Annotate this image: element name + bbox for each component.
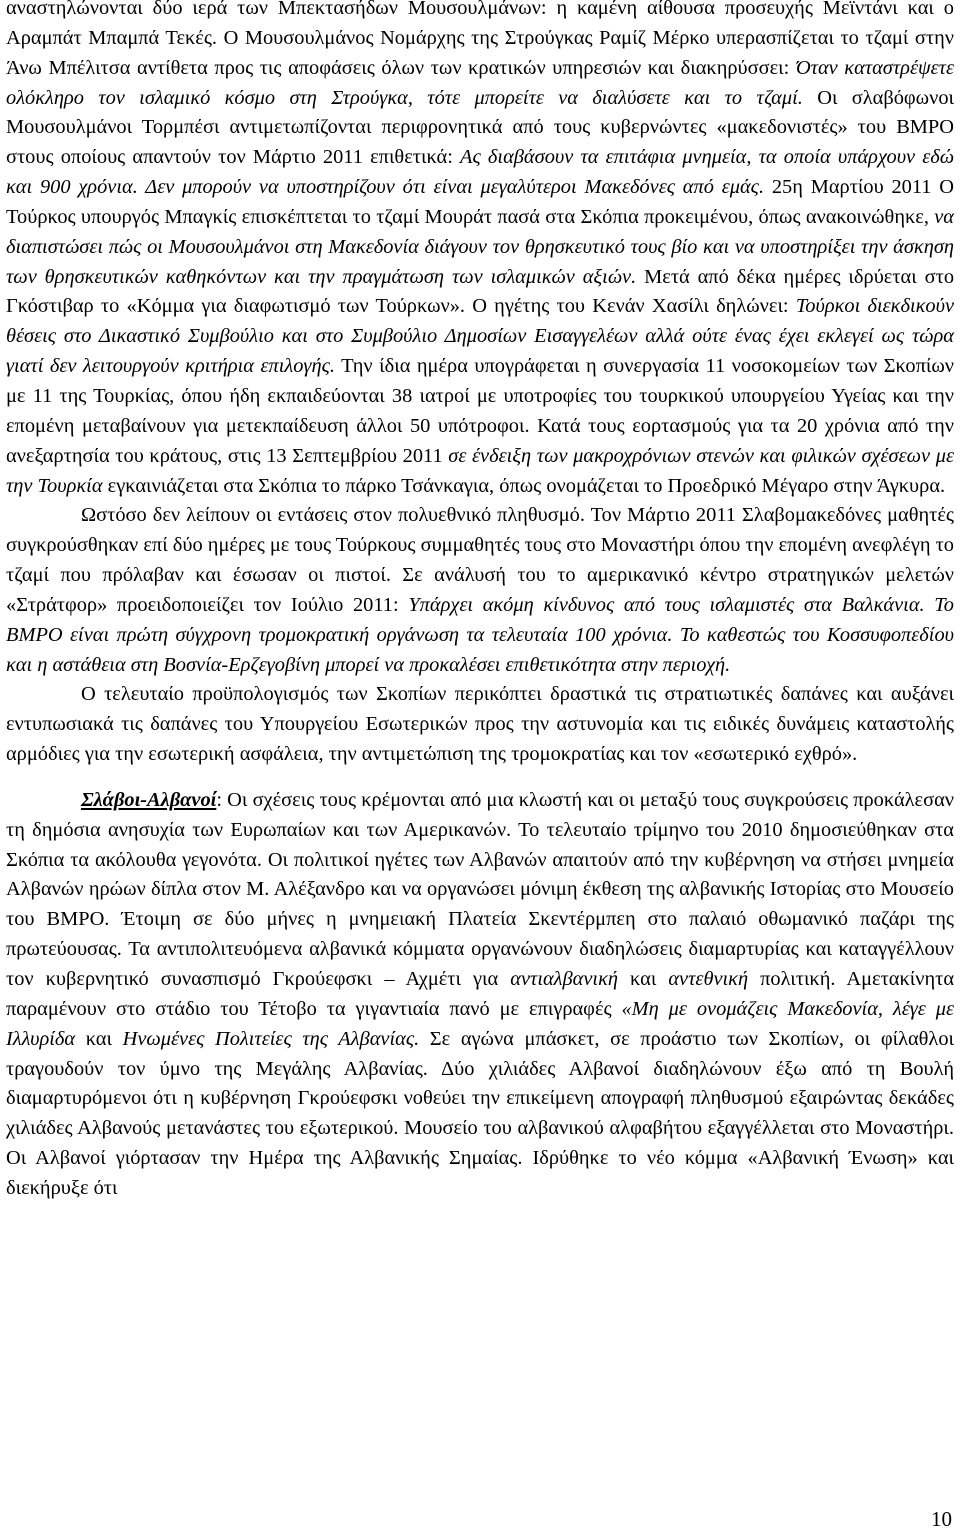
document-page [6, 0, 954, 1204]
text-run: Την ίδια ημέρα υπογράφεται η συνεργασία 11 νοσοκομείων των Σκοπίων με 11 της Τουρκίας, όπου ήδη εκπαιδεύονται 38 ιατροί με υποτροφίες του τουρκικού υπουργείου Υγείας και την επομένη μεταβαίνουν για μετεκπαίδευση άλλοι 50 υπότροφοι. Κατά τους εορτασμούς για τα 20 χρόνια από την ανεξαρτησία του κράτους, στις 13 Σεπτεμβρίου 2011 [6, 355, 954, 467]
italic-quote: Ας διαβάσουν τα επιτάφια μνημεία, τα οποία υπάρχουν εδώ και 900 χρόνια. Δεν μπορούν να υποστηρίζουν ότι είναι μεγαλύτεροι Μακεδόνες από εμάς. [6, 146, 954, 199]
text-run: Μετά από δέκα ημέρες ιδρύεται στο Γκόστιβαρ το «Κόμμα για διαφωτισμό των Τούρκων». Ο ηγέτης του Κενάν Χασίλι δηλώνει: [6, 265, 955, 318]
italic-quote: Όταν καταστρέψετε ολόκληρο τον ισλαμικό κόσμο στη Στρούγκα, τότε μπορείτε να διαλύσετε και το τζαμί. [6, 56, 955, 109]
italic-quote: σε ένδειξη των μακροχρόνιων στενών και φιλικών σχέσεων με την Τουρκία [6, 444, 954, 497]
italic-quote: Ηνωμένες Πολιτείες της Αλβανίας. [122, 1027, 420, 1050]
italic-quote: Τούρκοι διεκδικούν θέσεις στο Δικαστικό Συμβούλιο και στο Συμβούλιο Δημοσίων Εισαγγελέων αλλά ούτε ένας έχει εκλεγεί ως τώρα γιατί δεν λειτουργούν κριτήρια επιλογής. [6, 295, 955, 378]
text-run: και [618, 968, 669, 990]
document-body [6, 0, 954, 1204]
text-run: και [75, 1027, 123, 1050]
text-run: αναστηλώνονται δύο ιερά των Μπεκτασήδων Μουσουλμάνων: η καμένη αίθουσα προσευχής Μεϊντάνι και ο Αραμπάτ Μπαμπά Τεκές. Ο Μουσουλμάνος Νομάρχης της Στρούγκας Ραμίζ Μέρκο υπερασπίζεται το τζαμί στην Άνω Μπέλιτσα αντίθετα προς τις αποφάσεις όλων των κρατικών υπηρεσιών και διακηρύσσει: [6, 0, 954, 79]
italic-quote: Υπάρχει ακόμη κίνδυνος από τους ισλαμιστές στα Βαλκάνια. Το ΒΜΡΟ είναι πρώτη σύγχρονη τρομοκρατική οργάνωση τα τελευταία 100 χρόνια. Το καθεστώς του Κοσσυφοπεδίου και η αστάθεια στη Βοσνία-Ερζεγοβίνη μπορεί να προκαλέσει επιθετικότητα στην περιοχή. [6, 593, 954, 676]
italic-quote: αντεθνική [668, 968, 749, 990]
paragraph [6, 0, 954, 501]
text-run: Σε αγώνα μπάσκετ, σε προάστιο των Σκοπίων, οι φίλαθλοι τραγουδούν τον ύμνο της Μεγάλης Αλβανίας. Δύο χιλιάδες Αλβανοί διαδηλώνουν έξω από τη Βουλή διαμαρτυρόμενοι ότι η κυβέρνηση Γκρούεφσκι νοθεύει την επικείμενη απογραφή πληθυσμού εξαιρώντας δεκάδες χιλιάδες Αλβανούς μετανάστες του εξωτερικού. Μουσείο του αλβανικού αλφαβήτου εξαγγέλλεται στο Μοναστήρι. Οι Αλβανοί γιόρτασαν την Ημέρα της Αλβανικής Σημαίας. Ιδρύθηκε το νέο κόμμα «Αλβανική Ένωση» και διεκήρυξε ότι [6, 1027, 954, 1199]
italic-quote: αντιαλβανική [510, 968, 618, 990]
text-run: Ο τελευταίο προϋπολογισμός των Σκοπίων περικόπτει δραστικά τις στρατιωτικές δαπάνες και αυξάνει εντυπωσιακά τις δαπάνες του Υπουργείου Εσωτερικών προς την αστυνομία και τις ειδικές δυνάμεις καταστολής αρμόδιες για την εσωτερική ασφάλεια, την αντιμετώπιση της τρομοκρατίας και τον «εσωτερικό εχθρό». [6, 683, 954, 766]
text-run: Οι σλαβόφωνοι Μουσουλμάνοι Τορμπέσι αντιμετωπίζονται περιφρονητικά από τους κυβερνώντες «μακεδονιστές» του ΒΜΡΟ στους οποίους απαντούν τον Μάρτιο 2011 επιθετικά: [6, 86, 955, 169]
section-heading: Σλάβοι-Αλβανοί [81, 788, 217, 811]
page-number: 10 [931, 1507, 952, 1531]
text-run: εγκαινιάζεται στα Σκόπια το πάρκο Τσάνκαγια, όπως ονομάζεται το Προεδρικό Μέγαρο στην Άγκυρα. [102, 474, 946, 497]
paragraph [6, 786, 954, 1204]
italic-quote: «Μη με ονομάζεις Μακεδονία, λέγε με Ιλλυρίδα [6, 997, 954, 1050]
paragraph [6, 680, 954, 770]
text-run: 25η Μαρτίου 2011 Ο Τούρκος υπουργός Μπαγκίς επισκέπτεται το τζαμί Μουράτ πασά στα Σκόπια προκειμένου, όπως ανακοινώθηκε, [6, 176, 955, 228]
paragraph [6, 501, 954, 680]
text-run: πολιτική. Αμετακίνητα παραμένουν στο στάδιο του Τέτοβο τα γιγαντιαία πανό με επιγραφές [6, 968, 954, 1020]
text-run: Ωστόσο δεν λείπουν οι εντάσεις στον πολυεθνικό πληθυσμό. Τον Μάρτιο 2011 Σλαβομακεδόνες μαθητές συγκρούσθηκαν επί δύο ημέρες με τους Τούρκους συμμαθητές τους στο Μοναστήρι όπου την επομένη ανεφλέγη το τζαμί που πρόλαβαν και έσωσαν οι πιστοί. Σε ανάλυσή του το αμερικανικό κέντρο στρατηγικών μελετών «Στράτφορ» προειδοποιείζει τον Ιούλιο 2011: [6, 504, 954, 616]
italic-quote: να διαπιστώσει πώς οι Μουσουλμάνοι στη Μακεδονία διάγουν τον θρησκευτικό τους βίο και να υποστηρίξει την άσκηση των θρησκευτικών καθηκόντων και την πραγμάτωση των ισλαμικών αξιών. [6, 205, 954, 288]
text-run: : Οι σχέσεις τους κρέμονται από μια κλωστή και οι μεταξύ τους συγκρούσεις προκάλεσαν τη δημόσια ανησυχία των Ευρωπαίων και των Αμερικανών. Το τελευταίο τρίμηνο του 2010 δημοσιεύθηκαν στα Σκόπια τα ακόλουθα γεγονότα. Οι πολιτικοί ηγέτες των Αλβανών απαιτούν από την κυβέρνηση να στήσει μνημεία Αλβανών ηρώων δίπλα στον Μ. Αλέξανδρο και να οργανώσει μόνιμη έκθεση της αλβανικής Ιστορίας στο Μουσείο του ΒΜΡΟ. Έτοιμη σε δύο μήνες η μνημειακή Πλατεία Σκεντέρμπεη στο παλαιό οθωμανικό παζάρι της πρωτεύουσας. Τα αντιπολιτευόμενα αλβανικά κόμματα οργανώνουν διαδηλώσεις διαμαρτυρίας και καταγγέλλουν τον κυβερνητικό συνασπισμό Γκρούεφσκι – Αχμέτι για [6, 788, 954, 990]
